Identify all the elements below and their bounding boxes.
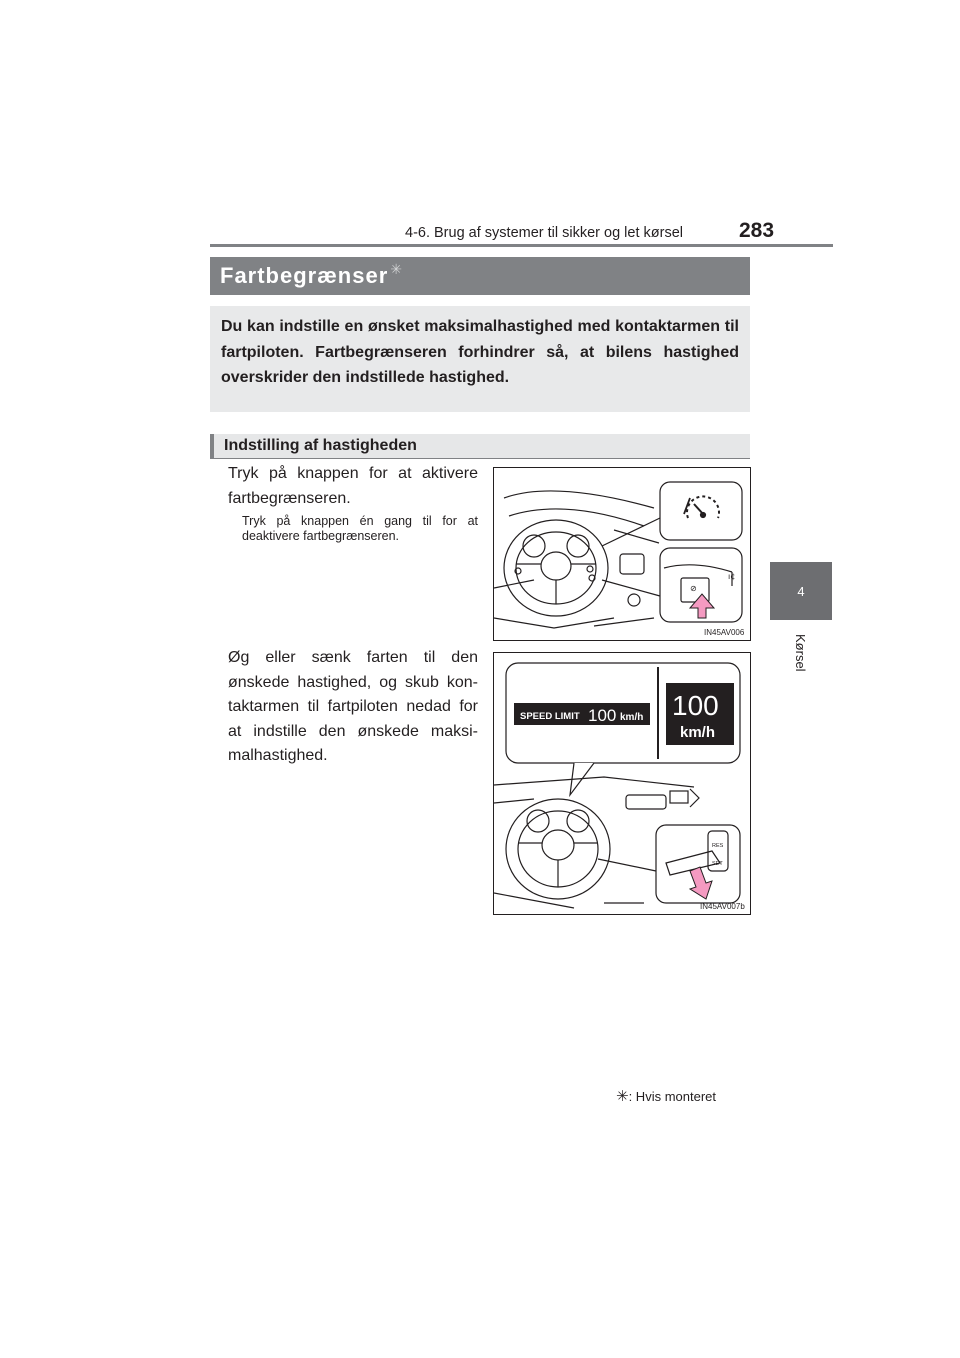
section-title-text: Fartbegrænser xyxy=(220,263,389,288)
asterisk-icon: ✳ xyxy=(616,1088,629,1105)
footnote xyxy=(616,1087,716,1105)
section-title-bar xyxy=(210,257,750,295)
subsection-bar xyxy=(210,434,750,459)
big-speed-unit: km/h xyxy=(680,724,716,741)
chapter-side-label xyxy=(780,624,820,684)
chapter-tab xyxy=(770,562,832,620)
chapter-tab-number: 4 xyxy=(797,583,805,599)
intro-text: Du kan indstille en ønsket maksimalhastighed med kontaktarmen til fartpiloten. Fartbegrænseren forhindrer så, at bilens hastighed overskrider den indstillede hastighed. xyxy=(221,318,739,387)
header-rule xyxy=(210,244,833,247)
subsection-title: Indstilling af hastigheden xyxy=(224,437,417,454)
running-header-chapter: 4-6. Brug af systemer til sikker og let kørsel xyxy=(405,225,683,241)
display-speed-value: 100 xyxy=(588,706,617,725)
svg-text:⊘: ⊘ xyxy=(690,584,697,593)
figure-1-code: IN45AV006 xyxy=(704,628,745,637)
intro-box xyxy=(210,306,750,412)
push-down-arrow-icon xyxy=(690,867,712,899)
chapter-side-label-text: Kørsel xyxy=(793,634,808,672)
asterisk-icon: ✳ xyxy=(390,261,404,277)
display-speed-label: SPEED LIMIT xyxy=(520,711,580,722)
display-speed-unit: km/h xyxy=(620,712,644,723)
speed-display-illustration xyxy=(494,653,750,914)
page-number: 283 xyxy=(739,219,775,242)
section-title xyxy=(220,263,403,289)
stalk-res-label: RES xyxy=(712,843,724,849)
figure-limiter-button xyxy=(493,467,751,641)
footnote-text: : Hvis monteret xyxy=(628,1089,716,1104)
step-1-note: Tryk på knappen én gang til for at deaktivere fartbegrænseren. xyxy=(242,514,478,543)
press-arrow-icon xyxy=(690,594,714,618)
dashboard-button-illustration xyxy=(494,468,750,640)
step-2-text: Øg eller sænk farten til den ønskede hastighed, og skub kon-taktarmen til fartpiloten nedad for at indstille den ønskede maksi-malhastighed. xyxy=(228,649,478,764)
figure-speed-display xyxy=(493,652,751,915)
svg-text:ı¢: ı¢ xyxy=(728,572,736,581)
subsection-accent xyxy=(210,434,214,459)
step-1-text: Tryk på knappen for at aktivere fartbegrænseren. xyxy=(228,465,478,507)
figure-2-code: IN45AV007b xyxy=(700,902,745,911)
stalk-set-label: SET xyxy=(712,861,723,867)
big-speed-value: 100 xyxy=(672,690,719,721)
